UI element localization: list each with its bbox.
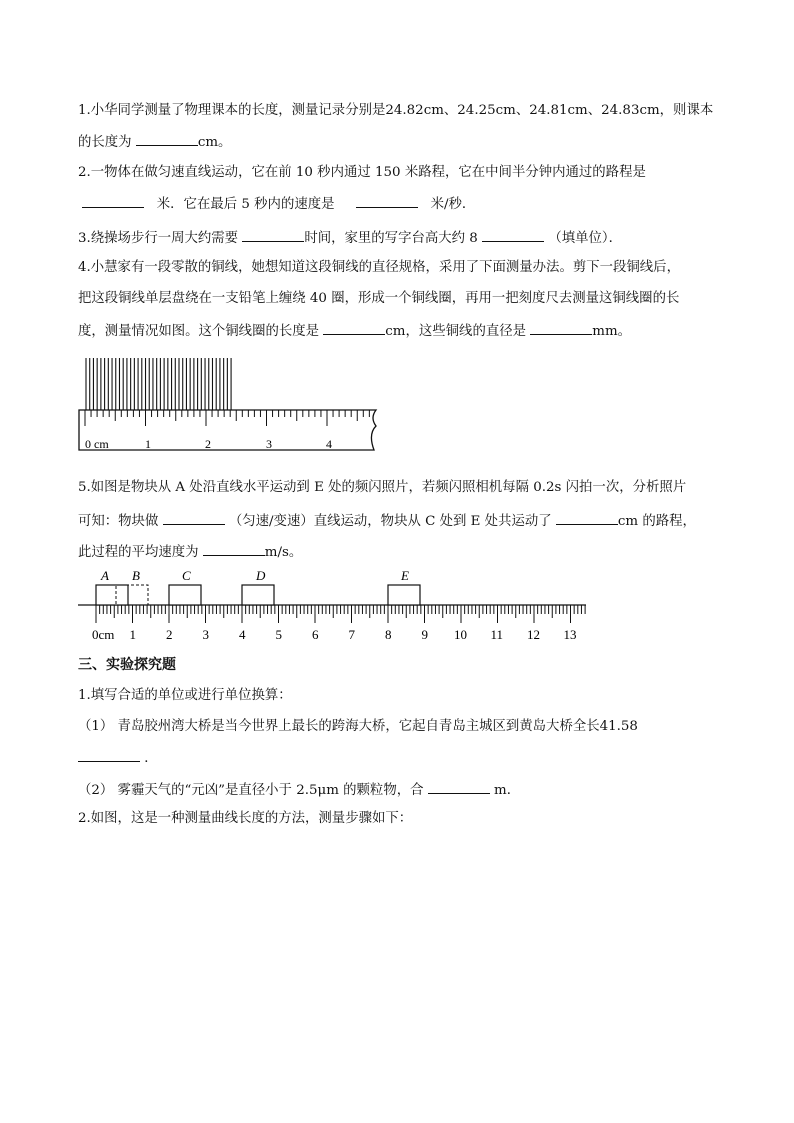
exp1-title: 1.填写合适的单位或进行单位换算： [78, 688, 292, 703]
block-d [242, 585, 274, 605]
q4-text-b: cm，这些铜线的直径是 [385, 324, 527, 339]
ruler-number-label: 4 [239, 627, 246, 642]
q5-line3 [78, 541, 302, 563]
ruler-number-label: 10 [454, 627, 467, 642]
q5-line1: 5.如图是物块从 A 处沿直线水平运动到 E 处的频闪照片，若频闪照相机每隔 0.2s 闪拍一次，分析照片 [78, 480, 687, 495]
ruler-number-label: 9 [421, 627, 428, 642]
q5-text-c: cm 的路程， [617, 514, 696, 529]
block-label-c: C [182, 568, 191, 583]
exp1-part1-answer [78, 747, 158, 769]
q2-text-b: 米/秒． [430, 197, 476, 212]
q1-text-b: cm。 [197, 135, 232, 150]
ruler-label-4: 4 [326, 437, 332, 451]
q5-speed-blank[interactable] [203, 541, 265, 556]
ruler-label-1: 1 [145, 437, 151, 451]
ruler-number-label: 8 [385, 627, 392, 642]
block-label-e: E [401, 568, 409, 583]
q5-line2 [78, 510, 696, 532]
exp1-part2-end: m． [494, 783, 521, 798]
block-label-b: B [132, 568, 140, 583]
q5-text-b: （匀速/变速）直线运动，物块从 C 处到 E 处共运动了 [228, 514, 552, 529]
q2-distance-blank[interactable] [82, 193, 144, 208]
q4-line1: 4.小慧家有一段零散的铜线，她想知道这段铜线的直径规格，采用了下面测量办法。剪下一段铜线后， [78, 260, 680, 275]
exp1-part2 [78, 779, 520, 801]
ruler-label-0: 0 cm [85, 437, 109, 451]
ruler-label-3: 3 [266, 437, 272, 451]
q2-line2 [82, 193, 475, 215]
exp1-part1: （1） 青岛胶州湾大桥是当今世界上最长的跨海大桥，它起自青岛主城区到黄岛大桥全长41.58 [78, 719, 638, 734]
exp1-part1-end: ． [144, 751, 158, 766]
ruler-number-label: 12 [527, 627, 540, 642]
q4-length-blank[interactable] [323, 320, 385, 335]
q2-text-a: 米．它在最后 5 秒内的速度是 [156, 197, 335, 212]
q3-text-b: 时间，家里的写字台高大约 8 [304, 231, 478, 246]
q1-answer-blank[interactable] [136, 131, 198, 146]
q4-text-a: 度，测量情况如图。这个铜线圈的长度是 [78, 324, 320, 339]
section-title: 三、实验探究题 [78, 657, 176, 673]
q4-diameter-blank[interactable] [530, 320, 592, 335]
q3-text-c: （填单位）． [548, 231, 622, 246]
q1-line1: 1.小华同学测量了物理课本的长度，测量记录分别是24.82cm、24.25cm、24.81cm、24.83cm，则课本 [78, 103, 714, 118]
q4-line2: 把这段铜线单层盘绕在一支铅笔上缠绕 40 圈，形成一个铜线圈，再用一把刻度尺去测量这铜线圈的长 [78, 291, 680, 306]
q5-text-a: 可知：物块做 [78, 514, 159, 529]
ruler-number-labels [92, 627, 577, 642]
strobe-ruler-figure [74, 565, 594, 645]
coil-ruler-figure [74, 354, 384, 458]
q2-speed-blank[interactable] [356, 193, 418, 208]
ruler-number-label: 2 [166, 627, 173, 642]
exp1-conversion-blank[interactable] [428, 779, 490, 794]
block-e [388, 585, 420, 605]
q1-line2 [78, 131, 231, 153]
ruler-number-label: 5 [275, 627, 282, 642]
q4-line3 [78, 320, 631, 342]
q5-distance-blank[interactable] [556, 510, 618, 525]
q5-text-d: 此过程的平均速度为 [78, 545, 199, 560]
ruler-number-label: 11 [490, 627, 504, 642]
q3-text-a: 3.绕操场步行一周大约需要 [78, 231, 239, 246]
ruler-number-label: 3 [202, 627, 209, 642]
exp1-unit-blank[interactable] [78, 747, 140, 762]
ruler-number-label: 13 [563, 627, 577, 642]
ruler-number-label: 0cm [92, 627, 115, 642]
ruler-label-2: 2 [205, 437, 211, 451]
q2-line1: 2.一物体在做匀速直线运动，它在前 10 秒内通过 150 米路程，它在中间半分钟内通过的路程是 [78, 165, 646, 180]
q5-motion-blank[interactable] [163, 510, 225, 525]
exp2-title: 2.如图，这是一种测量曲线长度的方法，测量步骤如下： [78, 811, 413, 826]
ruler-number-label: 7 [348, 627, 355, 642]
ruler-number-label: 1 [129, 627, 136, 642]
block-a [96, 585, 128, 605]
q3-unit-blank[interactable] [482, 227, 544, 242]
block-label-a: A [101, 568, 109, 583]
q1-text-a: 的长度为 [78, 135, 132, 150]
ruler-ticks [96, 605, 585, 623]
q4-text-c: mm。 [592, 324, 632, 339]
ruler-number-label: 6 [312, 627, 319, 642]
copper-coil [86, 358, 231, 410]
q5-text-e: m/s。 [264, 545, 303, 560]
exp1-part2-text: （2） 雾霾天气的“元凶”是直径小于 2.5μm 的颗粒物，合 [78, 783, 424, 798]
block-label-d: D [256, 568, 266, 583]
block-c [169, 585, 201, 605]
q3-time-blank[interactable] [242, 227, 304, 242]
q3-line [78, 227, 622, 249]
